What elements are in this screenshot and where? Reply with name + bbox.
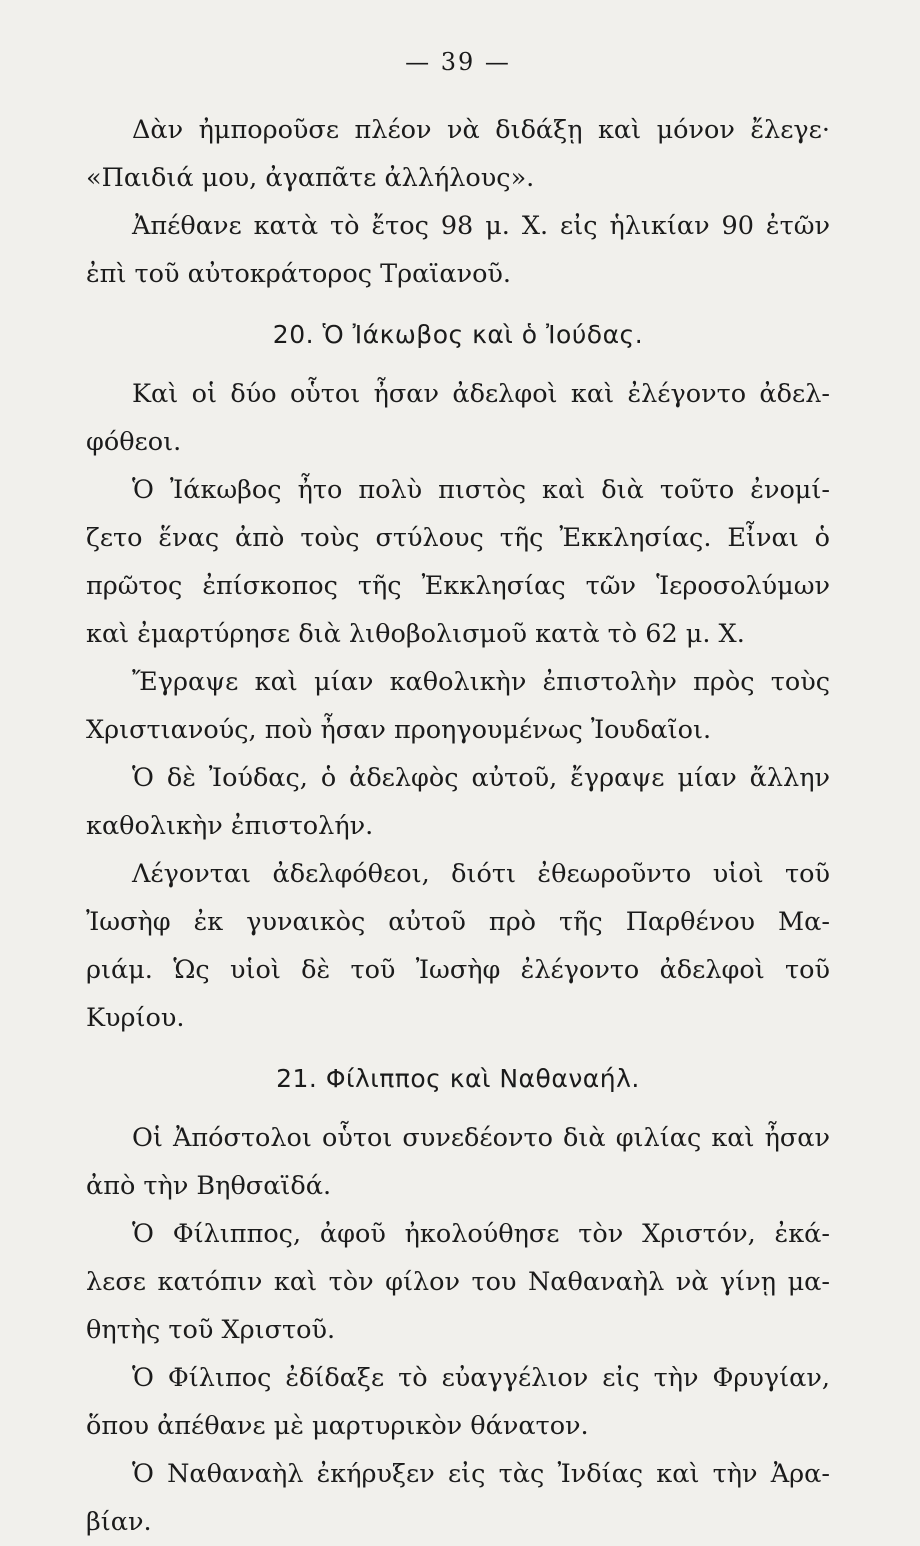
text-line: Ὁ Φίλιππος, ἀφοῦ ἠκολούθησε τὸν Χριστόν, ἐκά- — [132, 1219, 830, 1249]
paragraph — [86, 658, 830, 754]
text-line: λεσε κατόπιν καὶ τὸν φίλον του Ναθαναὴλ νὰ γίνῃ μα- — [86, 1267, 830, 1297]
text-line: Ἀπέθανε κατὰ τὸ ἔτος 98 μ. Χ. εἰς ἡλικίαν 90 ἐτῶν — [132, 211, 830, 241]
paragraph — [86, 754, 830, 850]
text-line: ὅπου ἀπέθανε μὲ μαρτυρικὸν θάνατον. — [86, 1411, 589, 1441]
text-line: πρῶτος ἐπίσκοπος τῆς Ἐκκλησίας τῶν Ἱεροσολύμων — [86, 571, 830, 601]
text-line: καὶ ἐμαρτύρησε διὰ λιθοβολισμοῦ κατὰ τὸ 62 μ. Χ. — [86, 619, 745, 649]
paragraph — [86, 850, 830, 1042]
page-body — [86, 106, 830, 1546]
text-line: Ὁ Ναθαναὴλ ἐκήρυξεν εἰς τὰς Ἰνδίας καὶ τὴν Ἀρα- — [132, 1459, 830, 1489]
page-number: — 39 — — [405, 48, 511, 76]
text-line: ἐπὶ τοῦ αὐτοκράτορος Τραϊανοῦ. — [86, 259, 512, 289]
text-line: Κυρίου. — [86, 1003, 185, 1033]
text-line: Οἱ Ἀπόστολοι οὗτοι συνεδέοντο διὰ φιλίας καὶ ἦσαν — [132, 1123, 830, 1153]
text-line: Χριστιανούς, ποὺ ἦσαν προηγουμένως Ἰουδαῖοι. — [86, 715, 712, 745]
paragraph — [86, 202, 830, 298]
paragraph — [86, 466, 830, 658]
text-line: φόθεοι. — [86, 427, 182, 457]
paragraph — [86, 1450, 830, 1546]
text-line: Ἰωσὴφ ἐκ γυναικὸς αὐτοῦ πρὸ τῆς Παρθένου Μα- — [86, 907, 830, 937]
text-line: Λέγονται ἀδελφόθεοι, διότι ἐθεωροῦντο υἱοὶ τοῦ — [132, 859, 830, 889]
text-line: Δὰν ἠμποροῦσε πλέον νὰ διδάξῃ καὶ μόνον ἔλεγε· — [132, 115, 830, 145]
section-heading: 21. Φίλιππος καὶ Ναθαναήλ. — [276, 1064, 640, 1093]
paragraph — [86, 1354, 830, 1450]
text-line: Ὁ Φίλιπος ἐδίδαξε τὸ εὐαγγέλιον εἰς τὴν Φρυγίαν, — [132, 1363, 830, 1393]
section-heading: 20. Ὁ Ἰάκωβος καὶ ὁ Ἰούδας. — [272, 320, 644, 349]
text-line: ἀπὸ τὴν Βηθσαϊδά. — [86, 1171, 332, 1201]
text-line: ριάμ. Ὡς υἱοὶ δὲ τοῦ Ἰωσὴφ ἐλέγοντο ἀδελφοὶ τοῦ — [86, 955, 830, 985]
paragraph — [86, 370, 830, 466]
text-line: βίαν. — [86, 1507, 152, 1537]
text-line: θητὴς τοῦ Χριστοῦ. — [86, 1315, 336, 1345]
text-line: Ὁ Ἰάκωβος ἦτο πολὺ πιστὸς καὶ διὰ τοῦτο ἐνομί- — [132, 475, 830, 505]
paragraph — [86, 106, 830, 202]
text-line: Καὶ οἱ δύο οὗτοι ἦσαν ἀδελφοὶ καὶ ἐλέγοντο ἀδελ- — [132, 379, 830, 409]
text-line: Ὁ δὲ Ἰούδας, ὁ ἀδελφὸς αὐτοῦ, ἔγραψε μίαν ἄλλην — [132, 763, 830, 793]
text-line: ζετο ἕνας ἀπὸ τοὺς στύλους τῆς Ἐκκλησίας. Εἶναι ὁ — [86, 523, 830, 553]
text-line: καθολικὴν ἐπιστολήν. — [86, 811, 374, 841]
text-line: «Παιδιά μου, ἀγαπᾶτε ἀλλήλους». — [86, 163, 535, 193]
paragraph — [86, 1114, 830, 1210]
paragraph — [86, 1210, 830, 1354]
text-line: Ἔγραψε καὶ μίαν καθολικὴν ἐπιστολὴν πρὸς τοὺς — [132, 667, 830, 697]
